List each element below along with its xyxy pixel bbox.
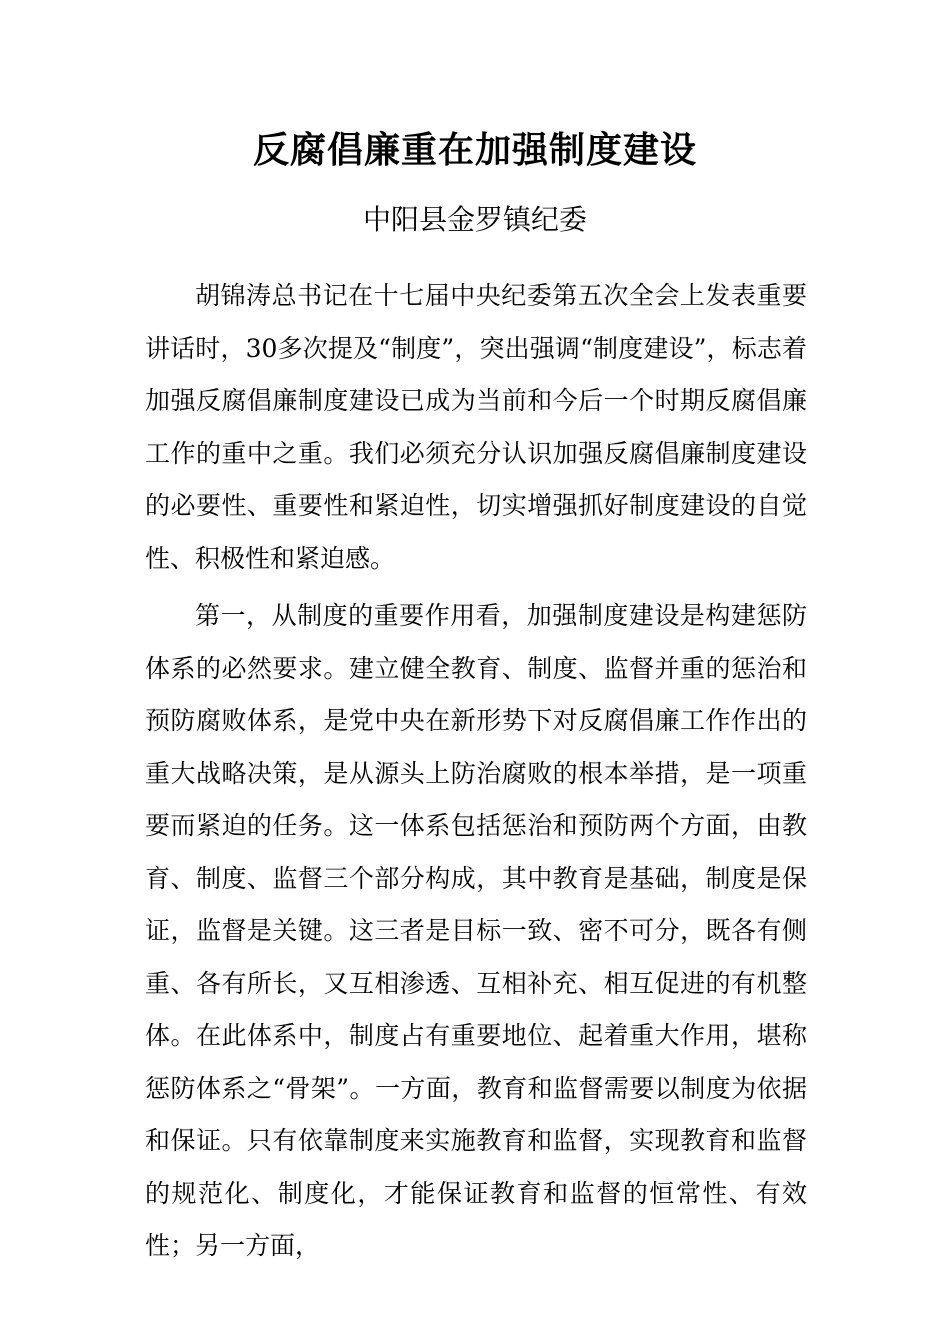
paragraph-2: 第一，从制度的重要作用看，加强制度建设是构建惩防体系的必然要求。建立健全教育、制度、监督并重的惩治和预防腐败体系，是党中央在新形势下对反腐倡廉工作作出的重大战略决策，是从源头上防治腐败的根本举措，是一项重要而紧迫的任务。这一体系包括惩治和预防两个方面，由教育、制度、监督三个部分构成，其中教育是基础，制度是保证，监督是关键。这三者是目标一致、密不可分，既各有侧重、各有所长，又互相渗透、互相补充、相互促进的有机整体。在此体系中，制度占有重要地位、起着重大作用，堪称惩防体系之“骨架”。一方面，教育和监督需要以制度为依据和保证。只有依靠制度来实施教育和监督，实现教育和监督的规范化、制度化，才能保证教育和监督的恒常性、有效性；另一方面，: [145, 601, 807, 1260]
document-author: 中阳县金罗镇纪委: [362, 203, 587, 236]
document-title: 反腐倡廉重在加强制度建设: [252, 129, 697, 171]
paragraph-1: 胡锦涛总书记在十七届中央纪委第五次全会上发表重要讲话时，30多次提及“制度”，突出强调“制度建设”，标志着加强反腐倡廉制度建设已成为当前和今后一个时期反腐倡廉工作的重中之重。我们必须充分认识加强反腐倡廉制度建设的必要性、重要性和紧迫性，切实增强抓好制度建设的自觉性、积极性和紧迫感。: [145, 281, 807, 573]
